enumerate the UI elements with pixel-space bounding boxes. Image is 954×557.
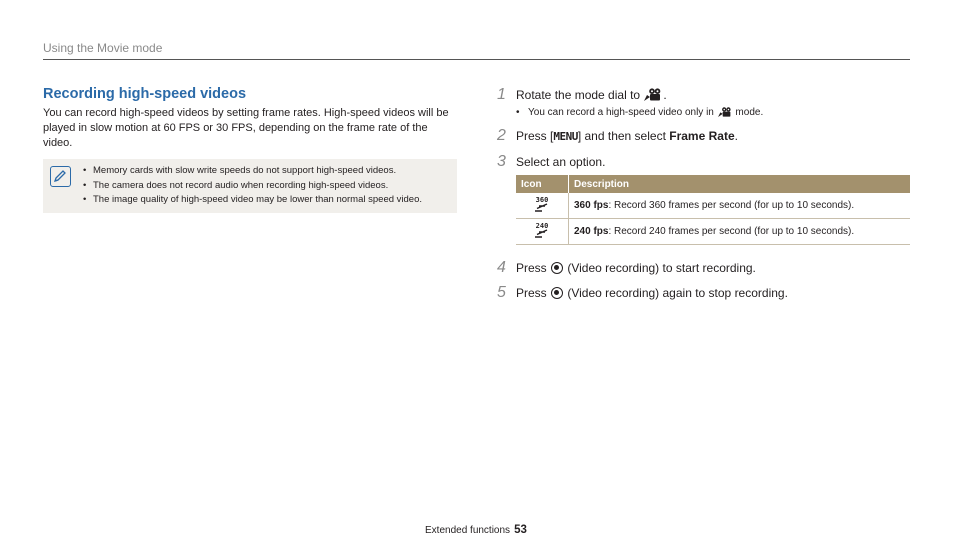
note-item: • Memory cards with slow write speeds do not support high-speed videos.	[83, 164, 422, 179]
step-4	[497, 259, 910, 277]
menu-button-label: MENU	[553, 130, 578, 143]
left-column	[43, 86, 457, 213]
movie-mode-icon	[644, 88, 662, 104]
note-item: • The camera does not record audio when recording high-speed videos.	[83, 179, 422, 194]
column-header-description: Description	[569, 175, 911, 193]
intro-paragraph: You can record high-speed videos by setting frame rates. High-speed videos will be played in slow motion at 60 FPS or 30 FPS, depending on the frame rate of the video.	[43, 107, 449, 149]
svg-text:360: 360	[535, 196, 549, 204]
note-box	[43, 159, 457, 213]
record-button-icon	[551, 262, 563, 274]
page-number: 53	[514, 524, 527, 536]
step-text: Rotate the mode dial to .	[516, 88, 667, 102]
step-text: Press [MENU] and then select Frame Rate.	[516, 129, 738, 143]
step-number: 2	[497, 127, 506, 144]
options-table	[516, 175, 910, 245]
step-1	[497, 86, 910, 104]
step-number: 4	[497, 259, 506, 276]
frame-rate-icon-cell	[516, 193, 569, 219]
step-1-subnote: • You can record a high-speed video only in mode.	[516, 107, 910, 120]
frame-rate-term: Frame Rate	[669, 129, 735, 143]
frame-rate-240-icon	[532, 221, 552, 242]
section-title: Recording high-speed videos	[43, 86, 247, 102]
record-button-icon	[551, 287, 563, 299]
footer-label: Extended functions	[425, 525, 511, 536]
step-5	[497, 284, 910, 302]
step-text: Press (Video recording) to start recording.	[516, 261, 756, 275]
table-row	[516, 219, 910, 245]
frame-rate-360-icon	[532, 195, 552, 216]
table-row	[516, 193, 910, 219]
column-header-icon: Icon	[516, 175, 569, 193]
description-cell: 360 fps: Record 360 frames per second (for up to 10 seconds).	[569, 193, 911, 219]
step-number: 3	[497, 153, 506, 170]
header-section-label: Using the Movie mode	[43, 41, 163, 55]
right-column	[497, 86, 910, 302]
table-header-row	[516, 175, 910, 193]
note-item: • The image quality of high-speed video may be lower than normal speed video.	[83, 193, 422, 208]
header-rule	[43, 59, 910, 60]
step-text: Select an option.	[516, 155, 606, 169]
svg-text:240: 240	[535, 222, 549, 230]
step-text: Press (Video recording) again to stop recording.	[516, 286, 788, 300]
step-number: 5	[497, 284, 506, 301]
step-2	[497, 127, 910, 145]
description-cell: 240 fps: Record 240 frames per second (for up to 10 seconds).	[569, 219, 911, 245]
frame-rate-icon-cell	[516, 219, 569, 245]
step-number: 1	[497, 86, 506, 103]
note-pencil-icon	[50, 166, 71, 187]
page-footer	[425, 524, 527, 536]
step-3	[497, 153, 910, 171]
note-list	[83, 164, 422, 208]
movie-mode-icon	[718, 107, 732, 120]
